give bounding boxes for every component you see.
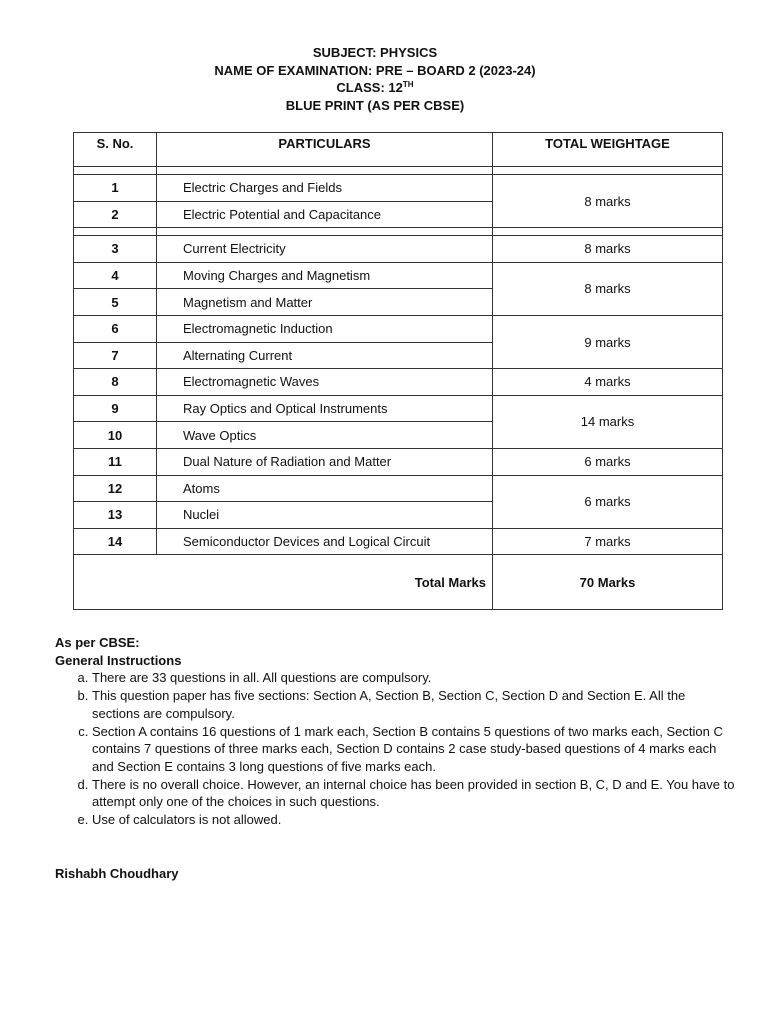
sno-cell: 7 — [74, 342, 157, 369]
sno-cell: 3 — [74, 236, 157, 263]
table-row — [74, 315, 723, 342]
table-row — [74, 475, 723, 502]
table-row — [74, 395, 723, 422]
particular-cell: Electric Potential and Capacitance — [157, 201, 493, 228]
sno-cell: 8 — [74, 369, 157, 396]
instructions-title: General Instructions — [55, 652, 182, 668]
weightage-cell: 8 marks — [493, 175, 723, 228]
subject-line: SUBJECT: PHYSICS — [312, 45, 438, 60]
table-row — [74, 448, 723, 475]
instruction-item: c. Section A contains 16 questions of 1 mark each, Section B contains 5 questions of two marks each, Section C contains 7 questions of three marks each, Section D contains 2 case study-based questions of 4 marks each and Section E contains 3 long questions of five marks each. — [92, 723, 735, 776]
sno-cell: 10 — [74, 422, 157, 449]
sno-cell: 4 — [74, 262, 157, 289]
total-row — [74, 555, 723, 610]
particular-cell: Semiconductor Devices and Logical Circuit — [157, 528, 493, 555]
instruction-item: e. Use of calculators is not allowed. — [92, 811, 735, 829]
particular-cell: Moving Charges and Magnetism — [157, 262, 493, 289]
weightage-cell: 6 marks — [493, 475, 723, 528]
weightage-cell: 8 marks — [493, 262, 723, 315]
instruction-item: d. There is no overall choice. However, an internal choice has been provided in section B, C, D and E. You have to attempt only one of the choices in such questions. — [92, 776, 735, 811]
particular-cell: Dual Nature of Radiation and Matter — [157, 448, 493, 475]
particular-cell: Nuclei — [157, 502, 493, 529]
weightage-cell: 6 marks — [493, 448, 723, 475]
sno-cell: 14 — [74, 528, 157, 555]
particular-cell: Ray Optics and Optical Instruments — [157, 395, 493, 422]
instructions-list — [55, 669, 735, 828]
header-particulars: PARTICULARS — [157, 133, 493, 167]
header-sno: S. No. — [74, 133, 157, 167]
total-label: Total Marks — [74, 555, 493, 610]
blueprint-table — [73, 132, 723, 610]
weightage-cell: 8 marks — [493, 236, 723, 263]
blueprint-title: BLUE PRINT (AS PER CBSE) — [285, 97, 465, 113]
table-row — [74, 262, 723, 289]
particular-cell: Current Electricity — [157, 236, 493, 263]
table-spacer-row — [74, 167, 723, 175]
exam-name-line: NAME OF EXAMINATION: PRE – BOARD 2 (2023-24) — [214, 62, 536, 78]
class-line — [0, 79, 750, 97]
instructions-section — [55, 634, 735, 829]
particular-cell: Electromagnetic Waves — [157, 369, 493, 396]
instruction-item: a. There are 33 questions in all. All questions are compulsory. — [92, 669, 735, 687]
table-row — [74, 175, 723, 202]
as-per-heading: As per CBSE: — [55, 635, 140, 650]
header-weightage: TOTAL WEIGHTAGE — [493, 133, 723, 167]
sno-cell: 9 — [74, 395, 157, 422]
class-label: CLASS: 12 — [336, 80, 403, 95]
table-row — [74, 369, 723, 396]
instruction-item: b. This question paper has five sections: Section A, Section B, Section C, Section D and Section E. All the sections are compulsory. — [92, 687, 735, 722]
total-value: 70 Marks — [493, 555, 723, 610]
weightage-cell: 9 marks — [493, 315, 723, 368]
author-name: Rishabh Choudhary — [55, 866, 179, 881]
particular-cell: Electric Charges and Fields — [157, 175, 493, 202]
table-row — [74, 236, 723, 263]
weightage-cell: 7 marks — [493, 528, 723, 555]
table-row — [74, 528, 723, 555]
sno-cell: 12 — [74, 475, 157, 502]
sno-cell: 6 — [74, 315, 157, 342]
sno-cell: 2 — [74, 201, 157, 228]
sno-cell: 5 — [74, 289, 157, 316]
particular-cell: Alternating Current — [157, 342, 493, 369]
particular-cell: Electromagnetic Induction — [157, 315, 493, 342]
particular-cell: Wave Optics — [157, 422, 493, 449]
document-header — [0, 44, 750, 114]
weightage-cell: 14 marks — [493, 395, 723, 448]
table-spacer-row — [74, 228, 723, 236]
class-superscript: TH — [402, 80, 414, 89]
particular-cell: Magnetism and Matter — [157, 289, 493, 316]
weightage-cell: 4 marks — [493, 369, 723, 396]
sno-cell: 1 — [74, 175, 157, 202]
sno-cell: 13 — [74, 502, 157, 529]
table-header-row — [74, 133, 723, 167]
particular-cell: Atoms — [157, 475, 493, 502]
sno-cell: 11 — [74, 448, 157, 475]
